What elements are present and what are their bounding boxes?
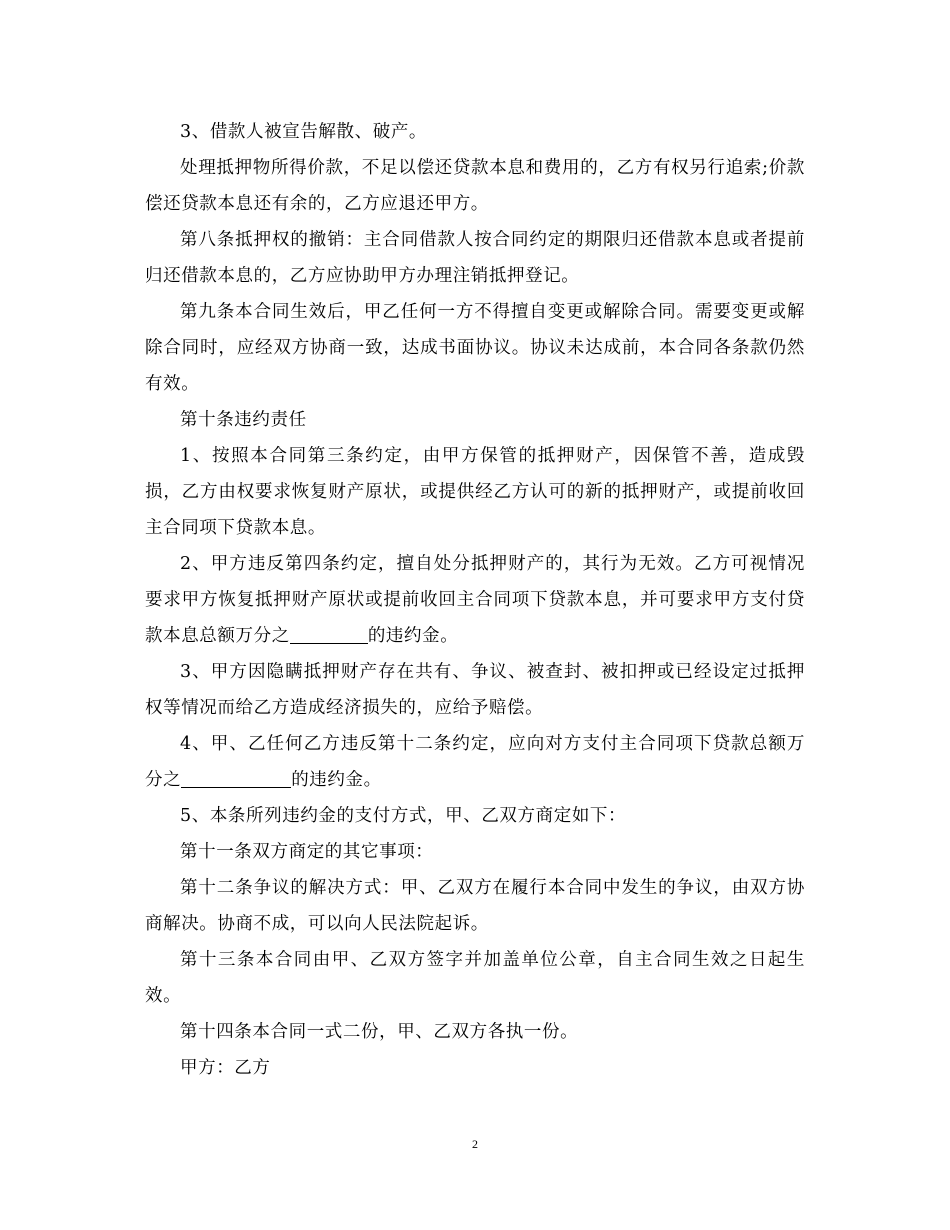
paragraph-signatures: 甲方：乙方 [180,1058,271,1078]
paragraph-article-12: 第十二条争议的解决方式：甲、乙双方在履行本合同中发生的争议，由双方协商解决。协商不成，可以向人民法院起诉。 [145,878,805,934]
paragraph-clause-3-dissolution: 3、借款人被宣告解散、破产。 [180,122,428,142]
paragraph-article-10-heading: 第十条违约责任 [180,410,307,430]
document-body [145,114,805,1086]
item-2-text-end: 的违约金。 [367,626,459,646]
blank-fill-line [290,623,368,644]
item-4-text-end: 的违约金。 [291,770,382,790]
paragraph-article-10-item-2 [145,546,805,654]
paragraph-article-10-item-4 [145,726,805,798]
paragraph-article-14: 第十四条本合同一式二份，甲、乙双方各执一份。 [180,1022,579,1042]
page-number: 2 [472,1137,478,1151]
paragraph-proceeds-handling: 处理抵押物所得价款，不足以偿还贷款本息和费用的，乙方有权另行追索;价款偿还贷款本息还有余的，乙方应退还甲方。 [145,158,805,214]
paragraph-article-13: 第十三条本合同由甲、乙双方签字并加盖单位公章，自主合同生效之日起生效。 [145,950,805,1006]
item-4-text: 4、甲、乙任何乙方违反第十二条约定，应向对方支付主合同项下贷款总额万分之 [145,734,805,790]
item-2-text: 2、甲方违反第四条约定，擅自处分抵押财产的，其行为无效。乙方可视情况要求甲方恢复抵押财产原状或提前收回主合同项下贷款本息，并可要求甲方支付贷款本息总额万分之 [145,554,805,646]
blank-fill-line [181,767,291,788]
paragraph-article-10-item-1: 1、按照本合同第三条约定，由甲方保管的抵押财产，因保管不善，造成毁损，乙方由权要求恢复财产原状，或提供经乙方认可的新的抵押财产，或提前收回主合同项下贷款本息。 [145,446,805,538]
paragraph-article-10-item-5: 5、本条所列违约金的支付方式，甲、乙双方商定如下： [180,806,627,826]
paragraph-article-8: 第八条抵押权的撤销：主合同借款人按合同约定的期限归还借款本息或者提前归还借款本息的，乙方应协助甲方办理注销抵押登记。 [145,230,805,286]
paragraph-article-9: 第九条本合同生效后，甲乙任何一方不得擅自变更或解除合同。需要变更或解除合同时，应经双方协商一致，达成书面协议。协议未达成前，本合同各条款仍然有效。 [145,302,805,394]
paragraph-article-11: 第十一条双方商定的其它事项： [180,842,434,862]
paragraph-article-10-item-3: 3、甲方因隐瞒抵押财产存在共有、争议、被查封、被扣押或已经设定过抵押权等情况而给乙方造成经济损失的，应给予赔偿。 [145,662,805,718]
